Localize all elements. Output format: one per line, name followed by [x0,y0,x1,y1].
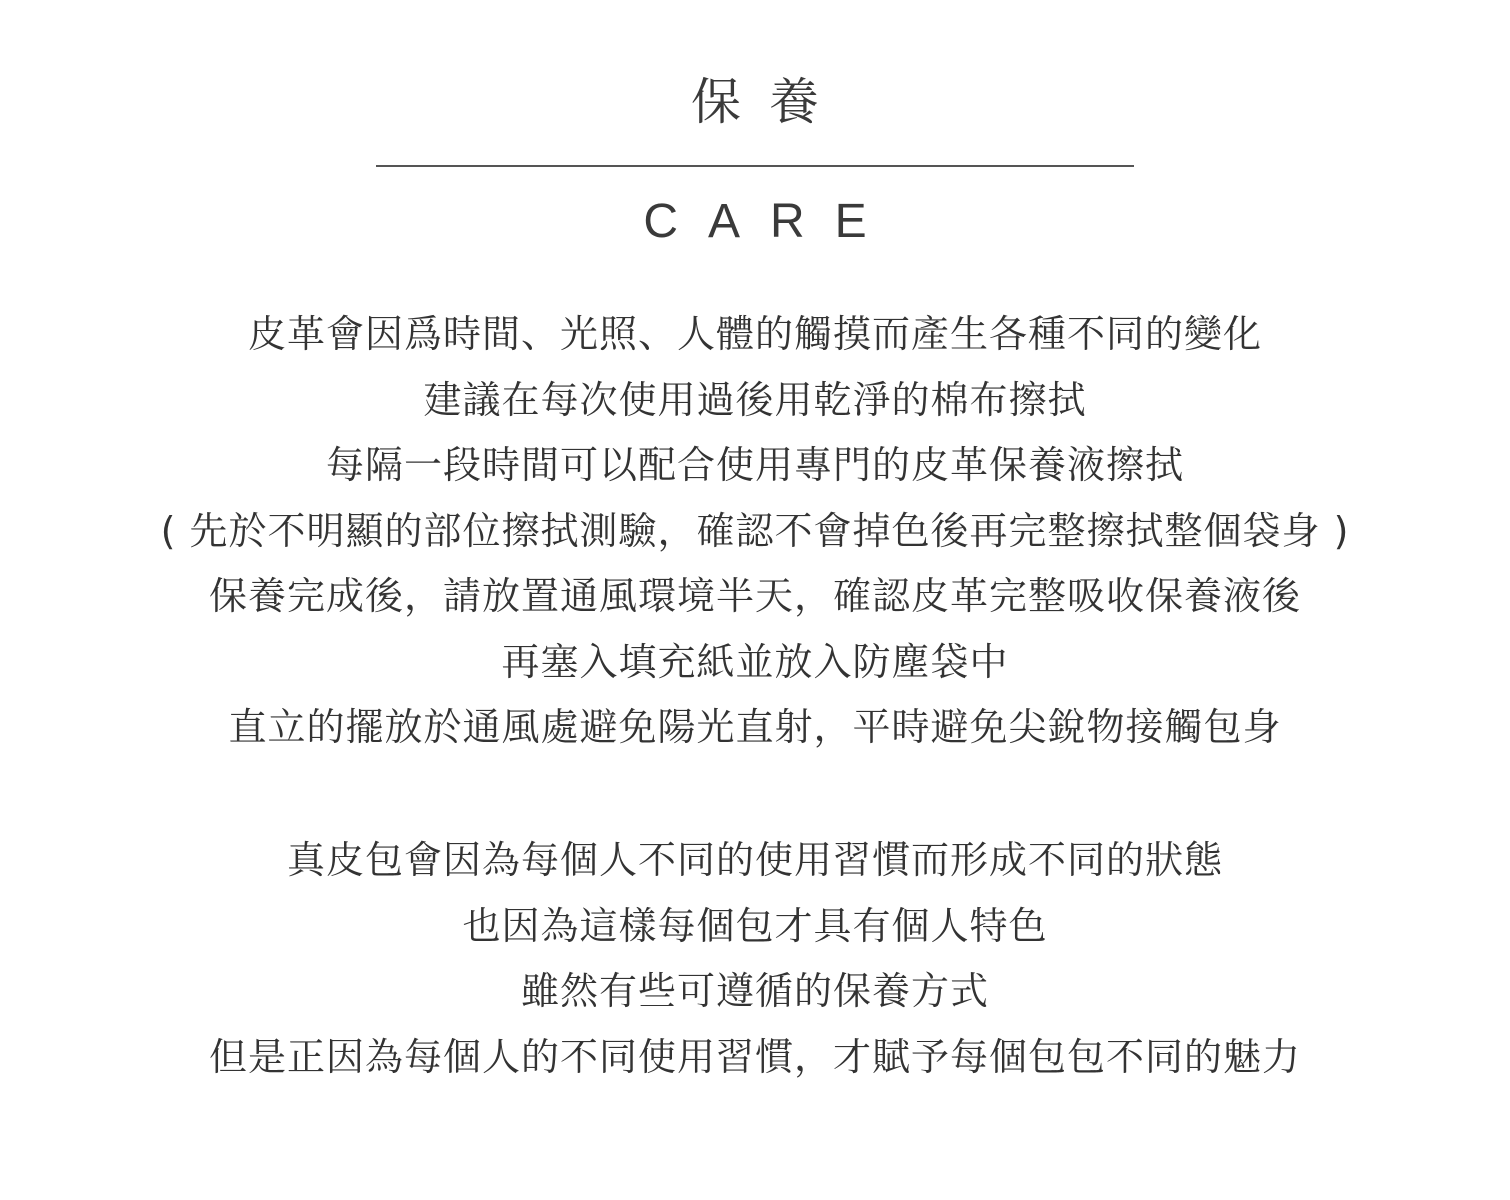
page-title-english: CARE [643,195,897,248]
text-line: 但是正因為每個人的不同使用習慣，才賦予每個包包不同的魅力 [208,1034,1301,1079]
title-divider [376,165,1134,167]
text-line: 皮革會因爲時間、光照、人體的觸摸而產生各種不同的變化 [247,312,1262,356]
text-line: 每隔一段時間可以配合使用專門的皮革保養液擦拭 [325,443,1184,487]
text-line: 保養完成後，請放置通風環境半天，確認皮革完整吸收保養液後 [208,574,1301,618]
page-title-chinese: 保養 [691,73,847,131]
text-line: 直立的擺放於通風處避免陽光直射，平時避免尖銳物接觸包身 [228,705,1282,749]
care-instructions-paragraph [0,302,1510,761]
leather-character-paragraph [0,828,1510,1090]
text-line: 也因為這樣每個包才具有個人特色 [462,903,1048,948]
text-line: ( 先於不明顯的部位擦拭測驗，確認不會掉色後再完整擦拭整個袋身 ) [160,508,1350,553]
text-line: 真皮包會因為每個人不同的使用習慣而形成不同的狀態 [286,838,1223,882]
text-line: 建議在每次使用過後用乾淨的棉布擦拭 [423,377,1087,422]
text-line: 雖然有些可遵循的保養方式 [520,969,989,1013]
text-line: 再塞入填充紙並放入防塵袋中 [501,639,1009,684]
